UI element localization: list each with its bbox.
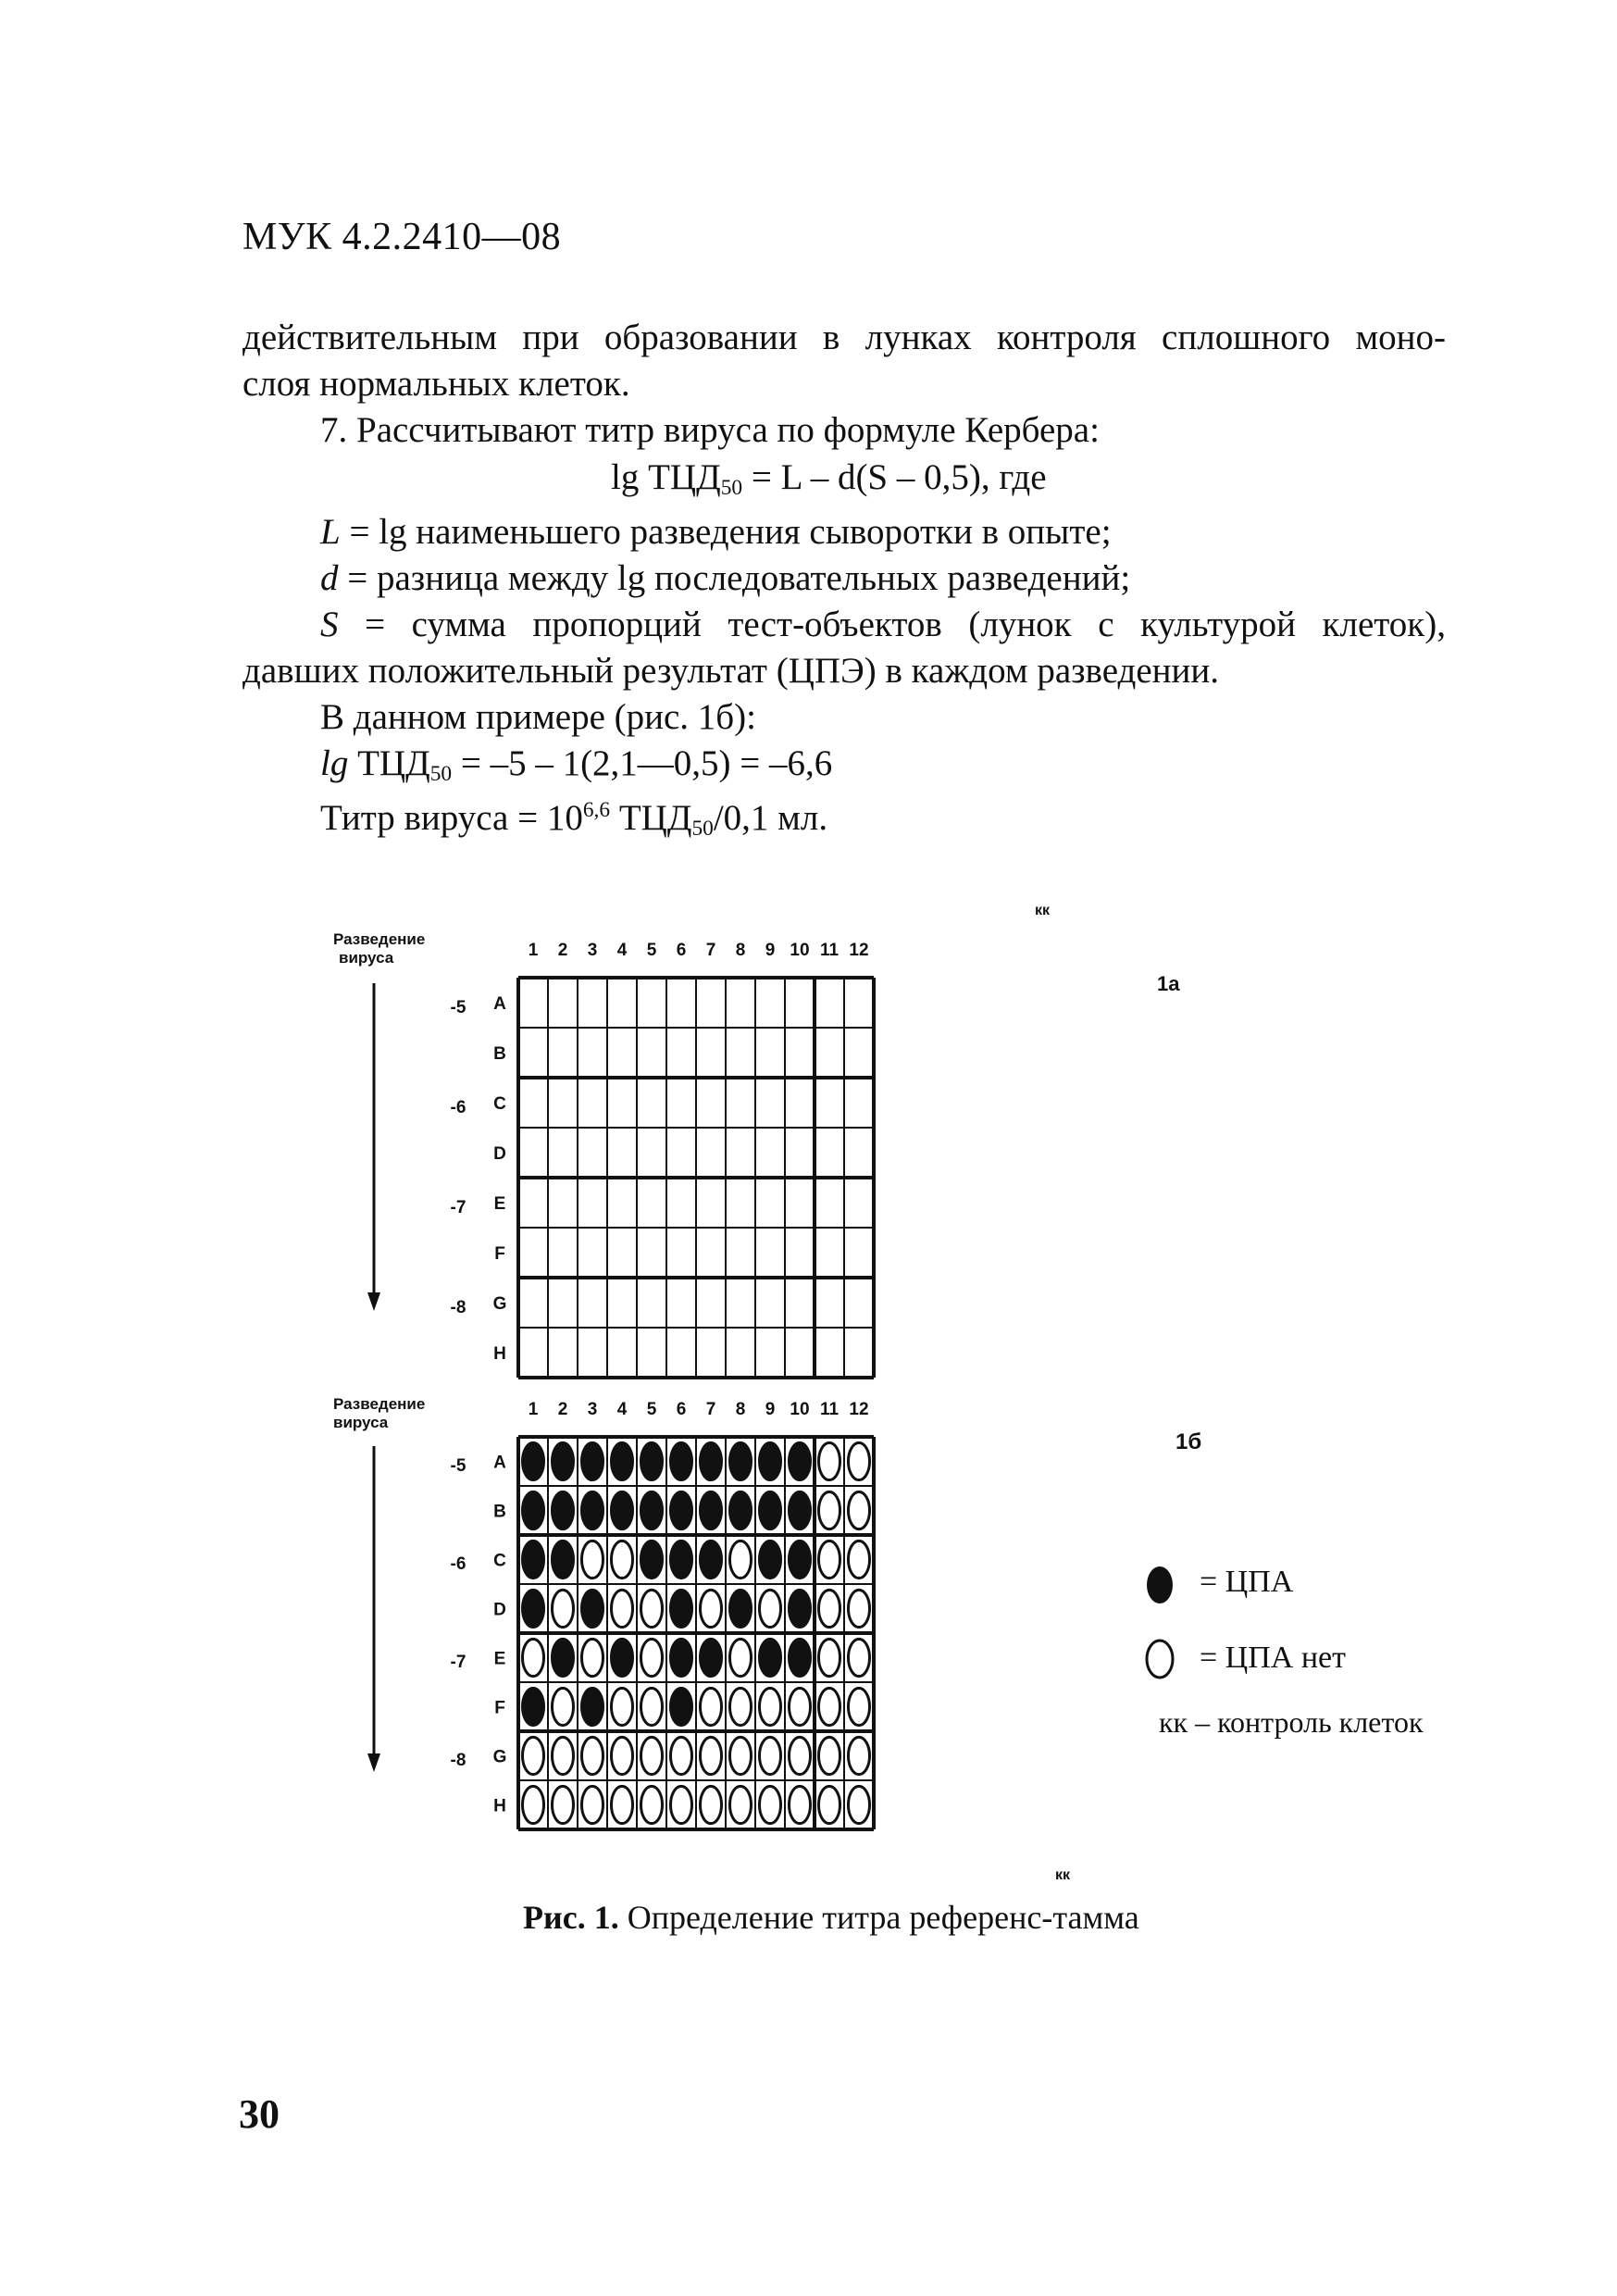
well-cpe	[729, 1442, 751, 1479]
well-cpe	[789, 1639, 810, 1676]
well-no-cpe	[611, 1590, 632, 1627]
well-no-cpe	[818, 1442, 840, 1479]
well-cpe	[700, 1639, 721, 1676]
row-label: D	[493, 1144, 506, 1164]
well-no-cpe	[670, 1737, 691, 1774]
row-label: A	[493, 994, 506, 1014]
titer-part: Титр вируса = 10	[320, 798, 583, 839]
row-label: F	[494, 1244, 505, 1264]
dilution-label: вируса	[333, 1414, 389, 1431]
well-no-cpe	[818, 1786, 840, 1823]
well-cpe	[700, 1541, 721, 1578]
well-no-cpe	[759, 1786, 780, 1823]
well-cpe	[552, 1442, 573, 1479]
well-no-cpe	[759, 1688, 780, 1725]
plate-1b	[451, 1400, 874, 1829]
well-no-cpe	[641, 1737, 662, 1774]
titer-subscript: 50	[691, 816, 714, 841]
well-no-cpe	[552, 1590, 573, 1627]
well-no-cpe	[818, 1541, 840, 1578]
well-cpe	[789, 1590, 810, 1627]
row-label: C	[493, 1094, 506, 1114]
column-label: 3	[587, 941, 598, 960]
panel-label: 1б	[1175, 1429, 1202, 1454]
arrow-head-icon	[367, 1753, 380, 1772]
well-cpe	[641, 1541, 662, 1578]
row-label: E	[493, 1194, 506, 1214]
well-no-cpe	[581, 1737, 603, 1774]
calc-part: ТЦД	[348, 743, 430, 783]
column-label: 11	[819, 1400, 840, 1419]
well-no-cpe	[641, 1786, 662, 1823]
column-label: 7	[705, 1400, 716, 1419]
dilution-value: -7	[450, 1653, 466, 1673]
column-label: 12	[849, 941, 869, 960]
well-no-cpe	[641, 1590, 662, 1627]
legend-cpe: = ЦПА	[1200, 1565, 1294, 1599]
titer-exponent: 6,6	[582, 798, 611, 822]
column-label: 8	[735, 941, 746, 960]
well-no-cpe	[729, 1541, 751, 1578]
well-cpe	[552, 1541, 573, 1578]
column-label: 3	[587, 1400, 598, 1419]
well-cpe	[729, 1590, 751, 1627]
well-no-cpe	[581, 1541, 603, 1578]
well-no-cpe	[641, 1639, 662, 1676]
variable: L	[320, 512, 341, 552]
well-no-cpe	[552, 1737, 573, 1774]
well-no-cpe	[848, 1688, 869, 1725]
well-cpe	[641, 1442, 662, 1479]
well-no-cpe	[729, 1737, 751, 1774]
paragraph-line: 7. Рассчитывают титр вируса по формуле Кербера:	[320, 410, 1100, 450]
formula-part: = L – d(S – 0,5), где	[742, 457, 1047, 497]
definition-text: = сумма пропорций тест-объектов (лунок с культурой клеток),	[338, 605, 1446, 644]
row-label: D	[493, 1600, 506, 1620]
well-cpe	[522, 1491, 543, 1529]
well-no-cpe	[848, 1541, 869, 1578]
paragraph-line: В данном примере (рис. 1б):	[320, 697, 756, 737]
calc-part: = –5 – 1(2,1—0,5) = –6,6	[452, 743, 833, 783]
paragraph-line: давших положительный результат (ЦПЭ) в каждом разведении.	[243, 651, 1220, 691]
well-no-cpe	[848, 1786, 869, 1823]
column-label: 5	[646, 1400, 657, 1419]
well-cpe	[552, 1491, 573, 1529]
well-no-cpe	[818, 1590, 840, 1627]
well-cpe	[729, 1491, 751, 1529]
row-label: C	[493, 1551, 506, 1571]
page-number: 30	[239, 2091, 280, 2137]
well-cpe	[552, 1639, 573, 1676]
column-label: 10	[790, 1400, 810, 1419]
well-no-cpe	[848, 1491, 869, 1529]
variable: d	[320, 558, 339, 598]
figure-caption	[523, 1898, 1139, 1937]
row-label: E	[493, 1649, 506, 1669]
well-no-cpe	[552, 1786, 573, 1823]
well-cpe	[670, 1639, 691, 1676]
well-cpe	[670, 1491, 691, 1529]
well-no-cpe	[611, 1737, 632, 1774]
empty-well-icon	[1147, 1641, 1173, 1678]
well-no-cpe	[729, 1786, 751, 1823]
well-no-cpe	[789, 1786, 810, 1823]
well-no-cpe	[789, 1737, 810, 1774]
well-no-cpe	[848, 1590, 869, 1627]
column-label: 12	[849, 1400, 869, 1419]
column-label: 6	[676, 1400, 687, 1419]
well-cpe	[700, 1442, 721, 1479]
dilution-value: -8	[450, 1751, 466, 1771]
dilution-value: -6	[450, 1097, 466, 1117]
variable: S	[320, 605, 339, 644]
well-no-cpe	[611, 1541, 632, 1578]
well-no-cpe	[848, 1639, 869, 1676]
well-cpe	[611, 1639, 632, 1676]
well-cpe	[670, 1590, 691, 1627]
well-cpe	[789, 1541, 810, 1578]
well-cpe	[581, 1442, 603, 1479]
well-no-cpe	[552, 1688, 573, 1725]
dilution-label: Разведение	[333, 930, 426, 948]
dilution-label: Разведение	[333, 1395, 426, 1413]
formula-part: lg ТЦД	[611, 457, 721, 497]
well-no-cpe	[641, 1688, 662, 1725]
well-cpe	[700, 1491, 721, 1529]
column-label: 2	[557, 941, 568, 960]
well-cpe	[611, 1491, 632, 1529]
well-no-cpe	[818, 1639, 840, 1676]
column-label: 8	[735, 1400, 746, 1419]
well-no-cpe	[729, 1639, 751, 1676]
column-label: 9	[765, 1400, 776, 1419]
well-cpe	[759, 1442, 780, 1479]
well-cpe	[670, 1541, 691, 1578]
dilution-value: -7	[450, 1197, 466, 1217]
well-cpe	[581, 1590, 603, 1627]
column-label: 1	[528, 1400, 539, 1419]
column-label: 11	[819, 941, 840, 960]
column-label: 1	[528, 941, 539, 960]
dilution-value: -8	[450, 1297, 466, 1317]
calc-subscript: 50	[429, 761, 453, 786]
column-label: 6	[676, 941, 687, 960]
dilution-value: -6	[450, 1554, 466, 1575]
well-cpe	[522, 1590, 543, 1627]
well-no-cpe	[670, 1786, 691, 1823]
well-no-cpe	[700, 1590, 721, 1627]
well-cpe	[522, 1442, 543, 1479]
well-no-cpe	[729, 1688, 751, 1725]
well-cpe	[522, 1541, 543, 1578]
well-cpe	[789, 1491, 810, 1529]
paragraph-line: действительным при образовании в лунках контроля сплошного моно-	[243, 318, 1446, 357]
document-id: МУК 4.2.2410—08	[243, 216, 562, 258]
caption-number: Рис. 1.	[523, 1899, 619, 1936]
well-no-cpe	[522, 1737, 543, 1774]
well-no-cpe	[848, 1737, 869, 1774]
row-label: B	[493, 1044, 506, 1064]
column-label: 9	[765, 941, 776, 960]
arrow-head-icon	[367, 1292, 380, 1311]
paragraph-line: слоя нормальных клеток.	[243, 364, 630, 404]
dilution-value: -5	[450, 1456, 466, 1477]
definition-text: = lg наименьшего разведения сыворотки в опыте;	[340, 512, 1112, 552]
well-no-cpe	[759, 1590, 780, 1627]
well-cpe	[670, 1688, 691, 1725]
well-cpe	[611, 1442, 632, 1479]
row-label: G	[492, 1294, 507, 1314]
well-no-cpe	[522, 1786, 543, 1823]
well-no-cpe	[700, 1688, 721, 1725]
row-label: H	[493, 1796, 506, 1816]
filled-well-icon	[1147, 1566, 1173, 1603]
plate-1a	[451, 941, 874, 1378]
column-label: 4	[616, 941, 628, 960]
legend-no-cpe: = ЦПА нет	[1200, 1641, 1346, 1675]
titer-part: /0,1 мл.	[713, 798, 828, 839]
row-label: H	[493, 1344, 506, 1364]
well-no-cpe	[759, 1737, 780, 1774]
well-no-cpe	[848, 1442, 869, 1479]
row-label: B	[493, 1502, 506, 1522]
row-label: A	[493, 1453, 506, 1473]
caption-text: Определение титра референс-тамма	[618, 1899, 1139, 1936]
well-cpe	[759, 1491, 780, 1529]
well-no-cpe	[581, 1639, 603, 1676]
well-no-cpe	[611, 1688, 632, 1725]
well-cpe	[789, 1442, 810, 1479]
well-cpe	[759, 1541, 780, 1578]
variable: lg	[320, 743, 349, 783]
row-label: G	[492, 1747, 507, 1767]
well-cpe	[641, 1491, 662, 1529]
column-label: 2	[557, 1400, 568, 1419]
formula-subscript: 50	[720, 475, 743, 500]
well-no-cpe	[789, 1688, 810, 1725]
well-cpe	[522, 1688, 543, 1725]
column-label: 10	[790, 941, 810, 960]
row-label: F	[494, 1698, 505, 1718]
well-no-cpe	[818, 1491, 840, 1529]
column-label: 4	[616, 1400, 628, 1419]
well-cpe	[670, 1442, 691, 1479]
definition-text: = разница между lg последовательных разведений;	[338, 558, 1131, 598]
well-no-cpe	[522, 1639, 543, 1676]
well-no-cpe	[611, 1786, 632, 1823]
well-cpe	[581, 1688, 603, 1725]
titer-part: ТЦД	[610, 798, 692, 839]
control-label: кк	[1035, 903, 1051, 918]
dilution-label: вируса	[339, 949, 394, 967]
column-label: 7	[705, 941, 716, 960]
panel-label: 1а	[1157, 972, 1180, 995]
well-cpe	[759, 1639, 780, 1676]
control-label: кк	[1055, 1867, 1071, 1883]
dilution-value: -5	[450, 997, 466, 1017]
legend-control: кк – контроль клеток	[1159, 1705, 1424, 1739]
well-no-cpe	[700, 1737, 721, 1774]
well-no-cpe	[818, 1737, 840, 1774]
well-no-cpe	[700, 1786, 721, 1823]
well-no-cpe	[581, 1786, 603, 1823]
well-cpe	[581, 1491, 603, 1529]
column-label: 5	[646, 941, 657, 960]
well-no-cpe	[818, 1688, 840, 1725]
